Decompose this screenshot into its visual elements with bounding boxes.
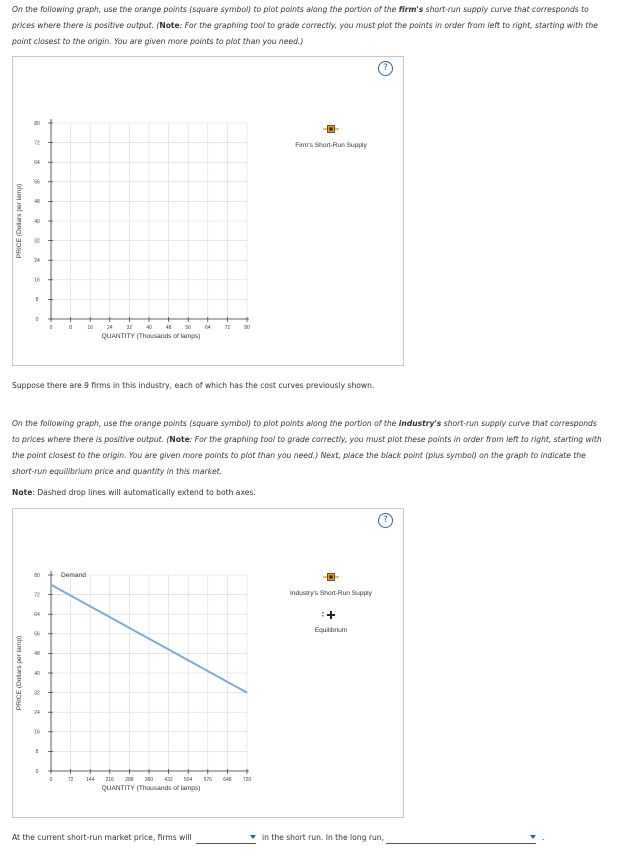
help-icon[interactable]: ? (378, 61, 393, 76)
industry-firm-count-text: Suppose there are 9 firms in this industry, each of which has the cost curves previously shown. (12, 381, 375, 390)
x-tick-label: 0 (49, 777, 53, 783)
instructions-text: short-run supply curve that corresponds to prices where there is positive output. ( (12, 419, 597, 444)
demand-label: Demand (61, 571, 86, 579)
grid (51, 575, 247, 771)
x-tick-label: 432 (164, 777, 173, 783)
x-tick-label: 8 (69, 325, 72, 331)
long-run-outcome-dropdown[interactable] (386, 833, 536, 844)
chevron-down-icon (250, 835, 256, 839)
orange-square-icon-center (329, 575, 332, 578)
x-tick-label: 16 (87, 325, 93, 331)
instructions-text: short-run supply curve that corresponds to prices where there is positive output. ( (12, 5, 589, 30)
instructions-text: : For the graphing tool to grade correctly, you must plot the points in order from left to right, starting with the point closest to the origin. You are given more points to plot than you need.) (12, 21, 598, 46)
equilibrium-legend-label: Equilibrium (314, 627, 348, 634)
note-label: Note (12, 488, 33, 497)
x-tick-label: 56 (185, 325, 191, 331)
industry-supply-graph-panel[interactable] (12, 508, 404, 818)
instructions-text: On the following graph, use the orange points (square symbol) to plot points along the portion of the (12, 5, 399, 14)
x-tick-label: 504 (184, 777, 193, 783)
x-tick-label: 80 (244, 325, 250, 331)
instructions-emphasis: industry's (398, 419, 442, 428)
x-tick-label: 0 (49, 325, 53, 331)
equilibrium-legend-tool[interactable] (323, 611, 335, 619)
instructions-text: On the following graph, use the orange points (square symbol) to plot points along the portion of the (12, 419, 399, 428)
note-label: Note (159, 21, 180, 30)
y-tick-label: 24 (34, 258, 40, 264)
x-tick-label: 360 (144, 777, 154, 783)
y-tick-label: 8 (35, 749, 39, 756)
x-tick-label: 576 (203, 777, 212, 783)
short-run-outcome-dropdown[interactable] (196, 833, 256, 844)
x-tick-label: 40 (146, 325, 152, 331)
y-tick-label: 0 (35, 316, 39, 323)
y-tick-label: 24 (34, 710, 40, 716)
y-tick-label: 16 (34, 277, 40, 284)
firm-supply-chart[interactable] (13, 57, 403, 365)
y-tick-label: 48 (34, 199, 40, 206)
question-text: At the current short-run market price, firms will (12, 833, 192, 842)
y-tick-label: 72 (34, 140, 40, 147)
y-tick-label: 40 (34, 218, 40, 225)
y-tick-label: 48 (34, 651, 40, 658)
supply-legend-tool[interactable] (323, 126, 339, 133)
x-tick-label: 216 (105, 777, 114, 783)
grid (51, 123, 247, 319)
x-tick-label: 720 (242, 777, 252, 783)
x-tick-label: 288 (125, 777, 134, 783)
instructions-text: : For the graphing tool to grade correctly, you must plot these points in order from left to right, starting with the point closest to the origin. You are given more points to plot than you need.) Next, place the black point (plus symbol) on the graph to indicate the short-run equilibrium price and quantity in this market. (12, 435, 602, 476)
x-tick-label: 72 (67, 777, 74, 783)
x-tick-label: 48 (165, 325, 172, 331)
note-label: Note (169, 435, 190, 444)
sentence-end: . (542, 833, 545, 842)
y-tick-label: 16 (34, 729, 40, 736)
y-tick-label: 0 (35, 768, 39, 775)
y-tick-label: 64 (34, 160, 40, 166)
instructions-firm (12, 2, 604, 50)
x-tick-label: 64 (205, 325, 211, 331)
y-tick-label: 56 (34, 179, 40, 186)
y-tick-label: 32 (34, 238, 40, 245)
supply-legend-label: Industry's Short-Run Supply (290, 590, 372, 597)
x-tick-label: 32 (126, 325, 133, 331)
instructions-industry (12, 416, 604, 480)
y-tick-label: 80 (34, 120, 40, 127)
help-icon[interactable]: ? (378, 513, 393, 528)
industry-supply-chart[interactable] (13, 509, 403, 817)
y-tick-label: 72 (34, 592, 40, 599)
orange-square-icon-center (329, 127, 332, 130)
x-tick-label: 144 (86, 777, 95, 783)
instructions-emphasis: firm's (398, 5, 424, 14)
question-text: in the short run. In the long run, (262, 833, 385, 842)
firm-supply-graph-panel[interactable] (12, 56, 404, 366)
y-axis-title: PRICE (Dollars per lamp) (16, 183, 23, 259)
chevron-down-icon (530, 835, 536, 839)
supply-legend-label: Firm's Short-Run Supply (295, 142, 367, 149)
y-tick-label: 32 (34, 690, 40, 697)
y-tick-label: 56 (34, 631, 40, 638)
y-tick-label: 40 (34, 670, 40, 677)
x-tick-label: 72 (224, 325, 231, 331)
drop-lines-note (12, 488, 256, 497)
y-axis-title: PRICE (Dollars per lamp) (16, 635, 23, 711)
y-tick-label: 8 (35, 297, 39, 304)
y-tick-label: 64 (34, 612, 40, 618)
x-axis-title: QUANTITY (Thousands of lamps) (101, 785, 201, 792)
x-tick-label: 648 (223, 777, 232, 783)
y-tick-label: 80 (34, 572, 40, 579)
x-tick-label: 24 (107, 325, 113, 331)
note-text: : Dashed drop lines will automatically extend to both axes. (32, 488, 256, 497)
supply-legend-tool[interactable] (323, 574, 339, 581)
x-axis-title: QUANTITY (Thousands of lamps) (101, 333, 201, 340)
